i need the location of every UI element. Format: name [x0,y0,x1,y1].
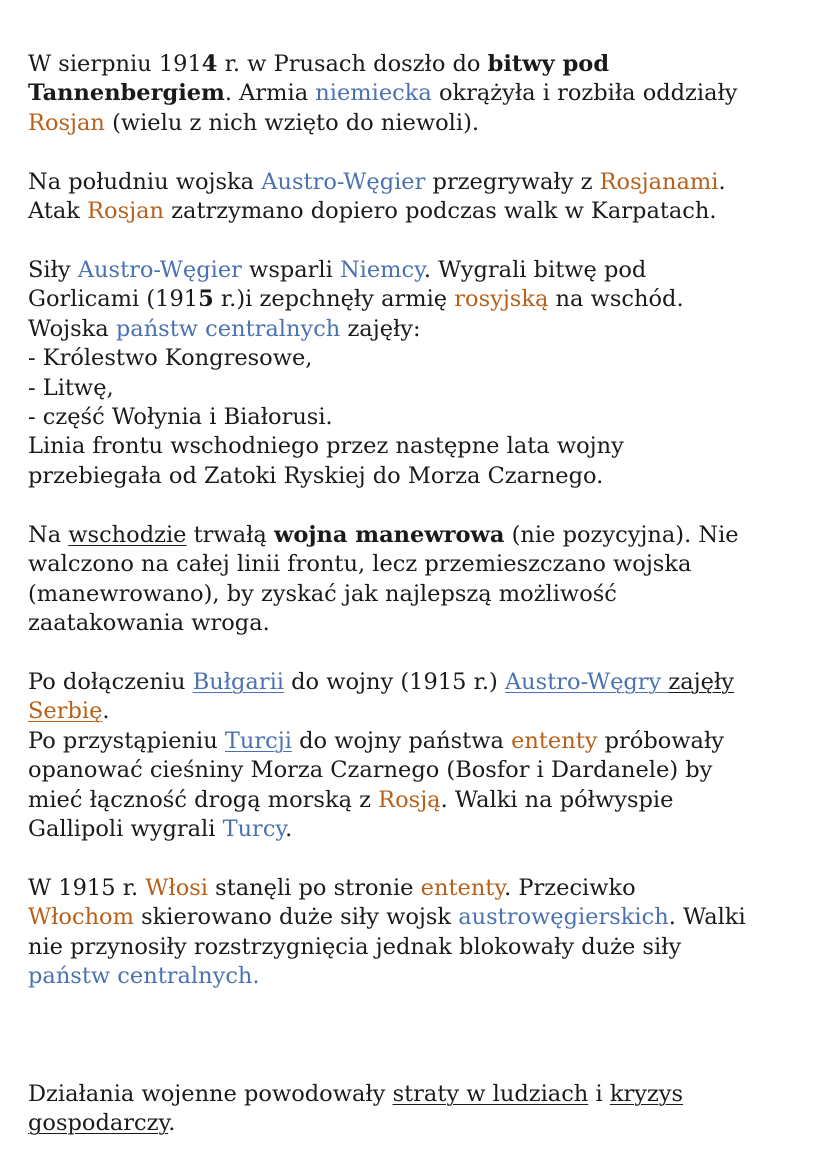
text-line [28,50,609,79]
text-span: skierowano duże siły wojsk [133,904,459,931]
text-line [28,315,421,344]
text-line [28,1080,683,1109]
text-span: W 1915 r. [28,875,146,901]
text-line: zaatakowania wroga. [28,610,270,637]
text-line [28,903,746,932]
text-line [28,109,479,138]
text-span: Wojska [28,315,116,342]
text-span: Po przystąpieniu [28,727,225,754]
text-span: . Walki na półwyspie [440,786,674,813]
text-line: opanować cieśniny Morza Czarnego (Bosfor i Dardanele) by [28,757,713,784]
text-span: . Przeciwko [504,875,636,901]
text-span: na wschód. [548,286,684,313]
highlighted-term: Austro-Węgier [261,169,426,195]
text-span: . [102,698,110,725]
text-span: mieć łączność drogą morską z [28,786,379,813]
text-span: do wojny państwa [291,727,512,754]
highlighted-term: Turcy [222,816,286,842]
list-item: - Litwę, [28,374,114,401]
highlighted-term: Włochom [28,904,134,931]
highlighted-term: rosyjską [454,286,549,313]
text-span: Po dołączeniu [28,669,193,695]
list-item: - część Wołynia i Białorusi. [28,404,333,430]
text-span: Na [28,522,69,548]
text-span: r.)i zepchnęły armię [213,286,455,313]
text-line [28,197,717,226]
text-line: Linia frontu wschodniego przez następne lata wojny [28,433,624,460]
underlined-term: wschodzie [68,522,187,548]
text-span: . Walki [668,904,746,931]
list-item: - Królestwo Kongresowe, [28,345,313,372]
text-span: Siły [28,257,78,283]
text-span: Na południu wojska [28,169,262,195]
highlighted-term: Rosjan [87,198,165,225]
highlighted-term: Niemcy [339,257,424,283]
text-line: walczono na całej linii frontu, lecz przemieszczano wojska [28,551,692,578]
text-line [28,256,646,285]
text-line [28,727,724,756]
underlined-term: Bułgarii [192,669,284,695]
text-line: przebiegała od Zatoki Ryskiej do Morza Czarnego. [28,462,604,489]
text-span: do wojny (1915 r.) [283,669,505,695]
text-span: trwałą [186,522,274,548]
highlighted-term: austrowęgierskich [458,904,669,931]
text-span: i [588,1081,610,1107]
underlined-term: straty w ludziach [392,1081,589,1107]
underlined-term: zajęły [668,669,734,695]
bold-digit: 5 [198,286,214,313]
text-line: nie przynosiły rozstrzygnięcia jednak blokowały duże siły [28,933,682,960]
text-line [28,1109,175,1138]
text-span: . Wygrali bitwę pod [423,257,647,283]
highlighted-term: ententy [420,875,505,901]
text-line [28,285,684,314]
text-line [28,168,726,197]
text-span: wsparli [241,257,340,283]
text-span: (wielu z nich wzięto do niewoli). [104,109,479,136]
text-span: r. w Prusach doszło do [217,51,488,77]
text-line [28,815,292,844]
highlighted-term: państw centralnych [115,315,341,342]
bold-term: wojna manewrowa [273,522,505,548]
text-span: zatrzymano dopiero podczas walk w Karpatach. [164,198,717,225]
highlighted-term: Austro-Węgier [77,257,242,283]
text-line [28,521,739,550]
underlined-term: kryzys [609,1081,684,1107]
text-line [28,786,673,815]
text-line [28,79,738,108]
highlighted-term: Rosjanami [599,169,719,195]
text-span: próbowały [597,727,724,754]
bold-digit: 4 [201,51,218,77]
underlined-term: gospodarczy [28,1110,169,1137]
underlined-term: Serbię [28,698,103,725]
bold-term: Tannenbergiem [28,80,225,107]
text-span: zajęły: [340,315,421,342]
text-span: Działania wojenne powodowały [28,1081,393,1107]
text-span: . [718,169,726,195]
highlighted-term: Rosją [378,786,441,813]
text-span: . [168,1110,176,1137]
highlighted-term: ententy [511,727,598,754]
bold-term: bitwy pod [487,51,610,77]
highlighted-term: Włosi [145,875,208,901]
highlighted-term: Rosjan [28,109,105,136]
text-span: . Armia [224,80,316,107]
text-span: stanęli po stronie [208,875,421,901]
text-line: (manewrowano), by zyskać jak najlepszą możliwość [28,580,617,607]
text-span: przegrywały z [425,169,600,195]
text-span: Gallipoli wygrali [28,816,223,842]
text-span: W sierpniu 191 [28,51,202,77]
text-span: . [285,816,293,842]
text-span: okrążyła i rozbiła oddziały [431,80,738,107]
text-line [28,874,636,903]
text-line [28,668,734,697]
highlighted-term: niemiecka [315,80,432,107]
highlighted-line: państw centralnych. [28,963,260,990]
text-span: Atak [28,198,88,225]
text-span: (nie pozycyjna). Nie [504,522,739,548]
text-line [28,697,110,726]
text-span: Gorlicami (191 [28,286,199,313]
underlined-term: Turcji [224,727,292,754]
underlined-term: Austro-Węgry [504,669,669,695]
